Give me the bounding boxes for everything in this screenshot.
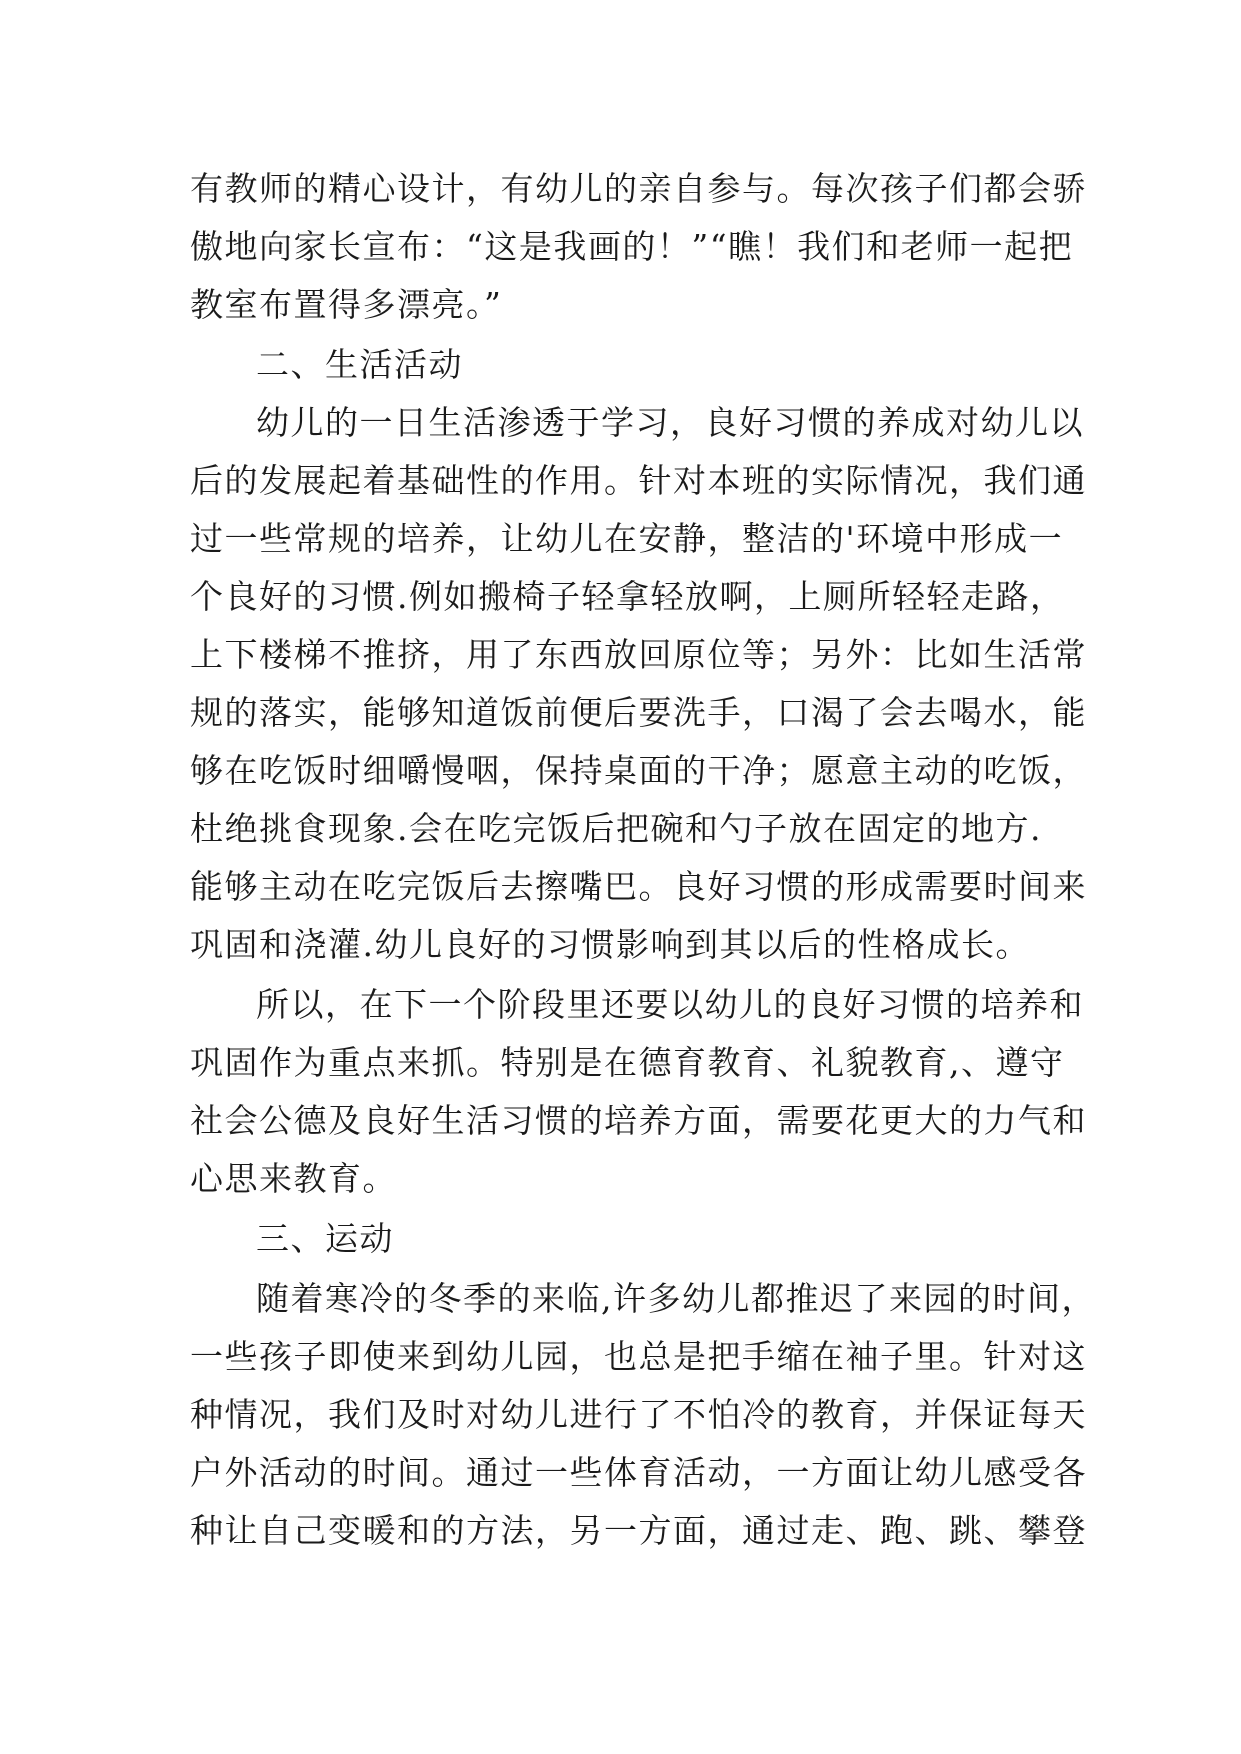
body-text-line: 心思来教育。	[190, 1159, 397, 1198]
body-text-line: 够在吃饭时细嚼慢咽，保持桌面的干净；愿意主动的吃饭，	[190, 751, 1087, 790]
body-text-line: 有教师的精心设计，有幼儿的亲自参与。每次孩子们都会骄	[190, 169, 1087, 208]
body-text-line: 过一些常规的培养，让幼儿在安静，整洁的'环境中形成一	[190, 519, 1064, 558]
body-text-line: 随着寒冷的冬季的来临,许多幼儿都推迟了来园的时间，	[256, 1279, 1096, 1318]
body-text-line: 规的落实，能够知道饭前便后要洗手，口渴了会去喝水，能	[190, 693, 1087, 732]
body-text-line: 个良好的习惯.例如搬椅子轻拿轻放啊，上厕所轻轻走路，	[190, 577, 1065, 616]
section-heading: 二、生活活动	[256, 345, 463, 384]
body-text-line: 傲地向家长宣布：“这是我画的！”“瞧！我们和老师一起把	[190, 227, 1074, 266]
body-text-line: 上下楼梯不推挤，用了东西放回原位等；另外：比如生活常	[190, 635, 1087, 674]
body-text-line: 教室布置得多漂亮。”	[190, 285, 503, 324]
body-text-line: 种情况，我们及时对幼儿进行了不怕冷的教育，并保证每天	[190, 1395, 1087, 1434]
body-text-line: 能够主动在吃完饭后去擦嘴巴。良好习惯的形成需要时间来	[190, 867, 1087, 906]
body-text-line: 种让自己变暖和的方法，另一方面，通过走、跑、跳、攀登	[190, 1511, 1087, 1550]
body-text-line: 所以，在下一个阶段里还要以幼儿的良好习惯的培养和	[256, 985, 1084, 1024]
body-text-line: 幼儿的一日生活渗透于学习，良好习惯的养成对幼儿以	[256, 403, 1084, 442]
body-text-line: 一些孩子即使来到幼儿园，也总是把手缩在袖子里。针对这	[190, 1337, 1087, 1376]
body-text-line: 杜绝挑食现象.会在吃完饭后把碗和勺子放在固定的地方.	[190, 809, 1042, 848]
body-text-line: 社会公德及良好生活习惯的培养方面，需要花更大的力气和	[190, 1101, 1087, 1140]
section-heading: 三、运动	[256, 1219, 394, 1258]
body-text-line: 巩固和浇灌.幼儿良好的习惯影响到其以后的性格成长。	[190, 925, 1030, 964]
body-text-line: 后的发展起着基础性的作用。针对本班的实际情况，我们通	[190, 461, 1087, 500]
body-text-line: 户外活动的时间。通过一些体育活动，一方面让幼儿感受各	[190, 1453, 1087, 1492]
body-text-line: 巩固作为重点来抓。特别是在德育教育、礼貌教育,、遵守	[190, 1043, 1065, 1082]
